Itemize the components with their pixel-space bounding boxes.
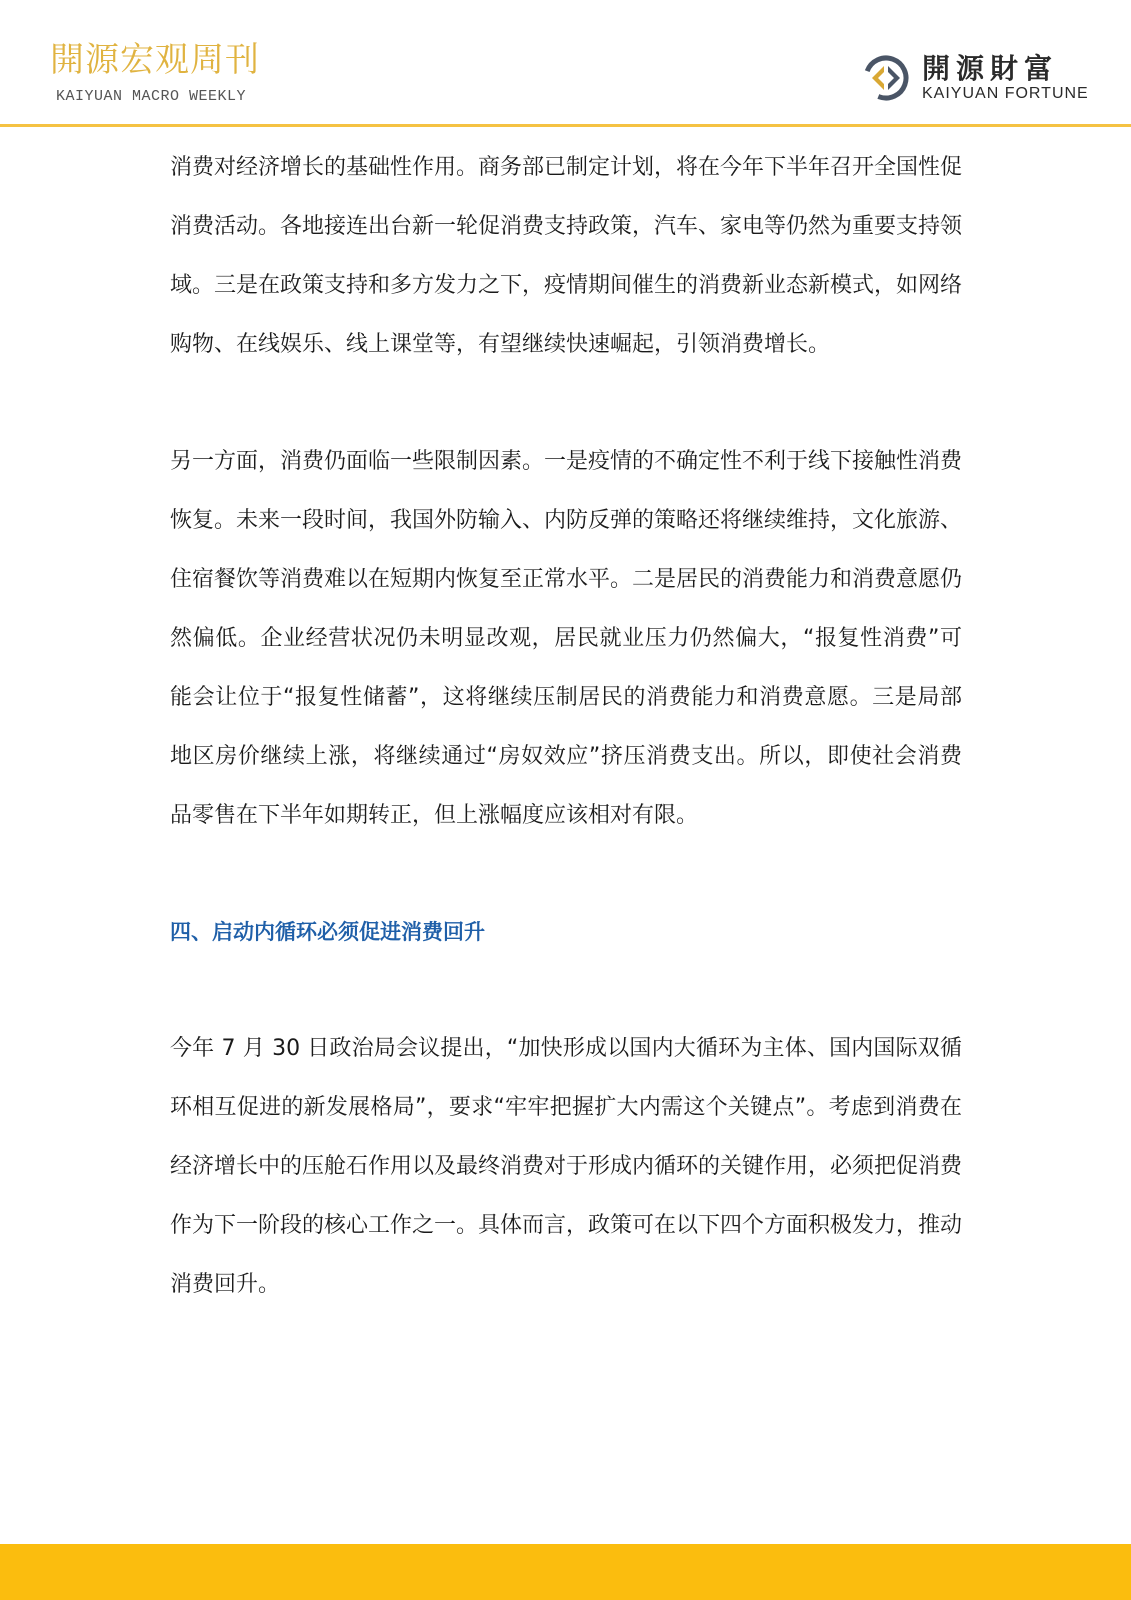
article-body: [170, 138, 962, 1314]
paragraph-2: 另一方面，消费仍面临一些限制因素。一是疫情的不确定性不利于线下接触性消费恢复。未来一段时间，我国外防输入、内防反弹的策略还将继续维持，文化旅游、住宿餐饮等消费难以在短期内恢复至正常水平。二是居民的消费能力和消费意愿仍然偏低。企业经营状况仍未明显改观，居民就业压力仍然偏大，“报复性消费”可能会让位于“报复性储蓄”，这将继续压制居民的消费能力和消费意愿。三是局部地区房价继续上涨，将继续通过“房奴效应”挤压消费支出。所以，即使社会消费品零售在下半年如期转正，但上涨幅度应该相对有限。: [170, 449, 963, 828]
paragraph-1: 消费对经济增长的基础性作用。商务部已制定计划，将在今年下半年召开全国性促消费活动。各地接连出台新一轮促消费支持政策，汽车、家电等仍然为重要支持领域。三是在政策支持和多方发力之下，疫情期间催生的消费新业态新模式，如网络购物、在线娱乐、线上课堂等，有望继续快速崛起，引领消费增长。: [170, 155, 963, 357]
footer-bar: [0, 1544, 1131, 1600]
publication-title: 開源宏观周刊: [50, 40, 260, 80]
publication-subtitle: KAIYUAN MACRO WEEKLY: [56, 88, 247, 105]
paragraph-spacer: [170, 845, 962, 903]
paragraph-spacer: [170, 374, 962, 432]
section-heading: 四、启动内循环必须促进消费回升: [170, 920, 485, 944]
kaiyuan-logo-icon: [862, 54, 910, 102]
page-header: [0, 0, 1131, 128]
logo-name-en: KAIYUAN FORTUNE: [922, 85, 1089, 102]
header-divider: [0, 124, 1131, 127]
company-logo: [862, 48, 1102, 108]
paragraph-3: 今年 7 月 30 日政治局会议提出，“加快形成以国内大循环为主体、国内国际双循环相互促进的新发展格局”，要求“牢牢把握扩大内需这个关键点”。考虑到消费在经济增长中的压舱石作用以及最终消费对于形成内循环的关键作用，必须把促消费作为下一阶段的核心工作之一。具体而言，政策可在以下四个方面积极发力，推动消费回升。: [170, 1036, 963, 1297]
logo-name-cn: 開源財富: [922, 52, 1059, 85]
paragraph-spacer: [170, 961, 962, 1019]
